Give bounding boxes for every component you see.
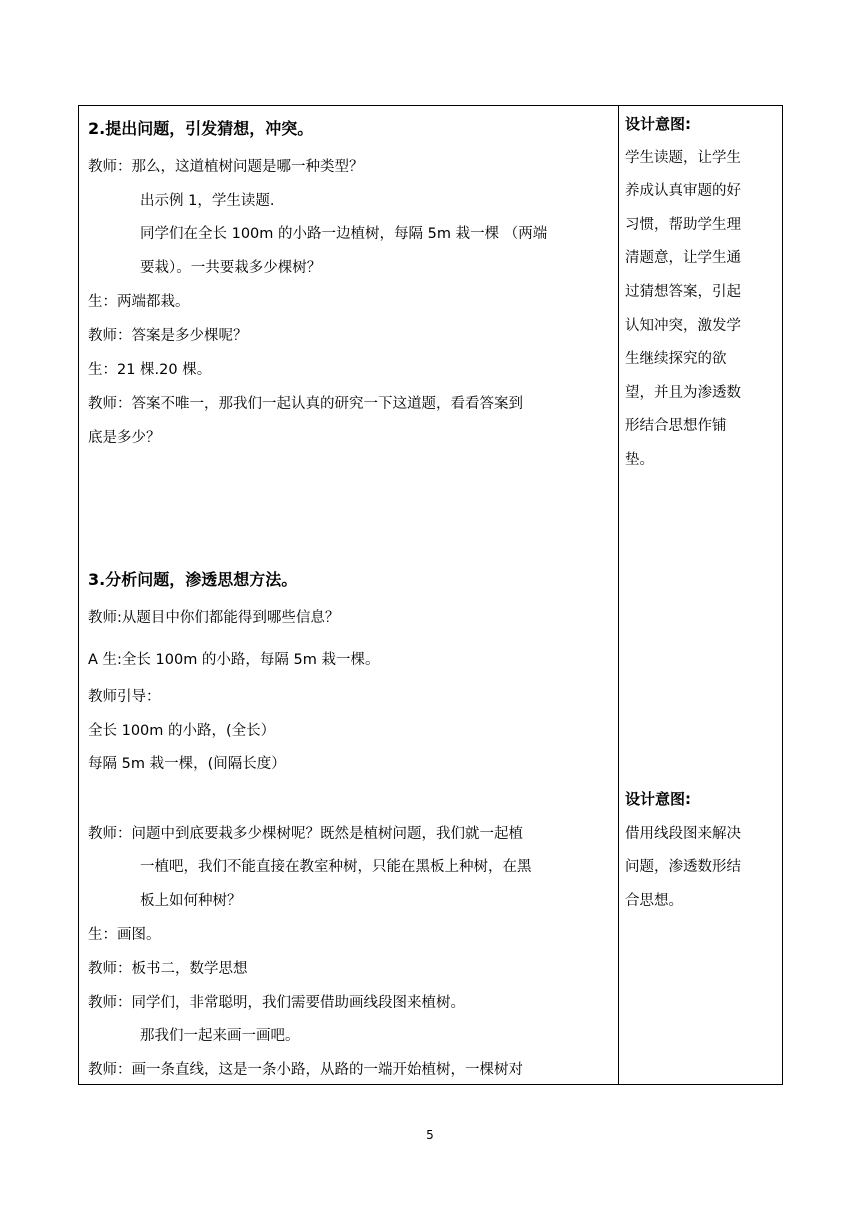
text-line: 生：两端都栽。 — [88, 294, 190, 310]
note-line: 垫。 — [625, 452, 654, 468]
note-line: 清题意，让学生通 — [625, 250, 741, 266]
text-line: 教师：画一条直线，这是一条小路，从路的一端开始植树，一棵树对 — [88, 1062, 523, 1078]
text-line: 出示例 1，学生读题. — [140, 193, 275, 209]
section-2-heading: 2.提出问题，引发猜想，冲突。 — [88, 119, 314, 138]
column-divider — [618, 106, 619, 1084]
text-line: 同学们在全长 100m 的小路一边植树，每隔 5m 栽一棵 （两端 — [140, 226, 548, 242]
section-3-heading: 3.分析问题，渗透思想方法。 — [88, 570, 298, 589]
note-line: 合思想。 — [625, 893, 683, 909]
text-line: 教师:从题目中你们都能得到哪些信息？ — [88, 610, 340, 626]
text-line: A 生:全长 100m 的小路，每隔 5m 栽一棵。 — [88, 652, 380, 668]
text-line: 全长 100m 的小路，(全长） — [88, 723, 276, 739]
note-line: 养成认真审题的好 — [625, 183, 741, 199]
text-line: 一植吧，我们不能直接在教室种树，只能在黑板上种树，在黑 — [140, 859, 532, 875]
note-line: 问题，渗透数形结 — [625, 859, 741, 875]
lesson-table — [78, 105, 783, 1085]
text-line: 教师：同学们，非常聪明，我们需要借助画线段图来植树。 — [88, 995, 465, 1011]
text-line: 要栽）。一共要栽多少棵树？ — [140, 260, 322, 276]
text-line: 底是多少？ — [88, 430, 161, 446]
note-line: 认知冲突，激发学 — [625, 318, 741, 334]
text-line: 那我们一起来画一画吧。 — [140, 1028, 300, 1044]
note-line: 生继续探究的欲 — [625, 351, 727, 367]
note-line: 形结合思想作铺 — [625, 418, 727, 434]
text-line: 每隔 5m 栽一棵，(间隔长度） — [88, 756, 286, 772]
text-line: 教师：板书二，数学思想 — [88, 961, 248, 977]
text-line: 生：21 棵.20 棵。 — [88, 362, 212, 378]
page-number: 5 — [426, 1128, 434, 1142]
design-intent-title: 设计意图: — [625, 790, 691, 808]
text-line: 教师引导： — [88, 689, 161, 705]
text-line: 教师：问题中到底要栽多少棵树呢？既然是植树问题，我们就一起植 — [88, 826, 523, 842]
text-line: 教师：那么，这道植树问题是哪一种类型？ — [88, 159, 364, 175]
note-line: 借用线段图来解决 — [625, 826, 741, 842]
text-line: 教师：答案不唯一，那我们一起认真的研究一下这道题，看看答案到 — [88, 396, 523, 412]
design-intent-title: 设计意图: — [625, 115, 691, 133]
note-line: 过猜想答案，引起 — [625, 284, 741, 300]
note-line: 学生读题，让学生 — [625, 150, 741, 166]
note-line: 习惯，帮助学生理 — [625, 217, 741, 233]
text-line: 板上如何种树？ — [140, 893, 242, 909]
text-line: 生：画图。 — [88, 927, 161, 943]
note-line: 望，并且为渗透数 — [625, 385, 741, 401]
text-line: 教师：答案是多少棵呢？ — [88, 328, 248, 344]
